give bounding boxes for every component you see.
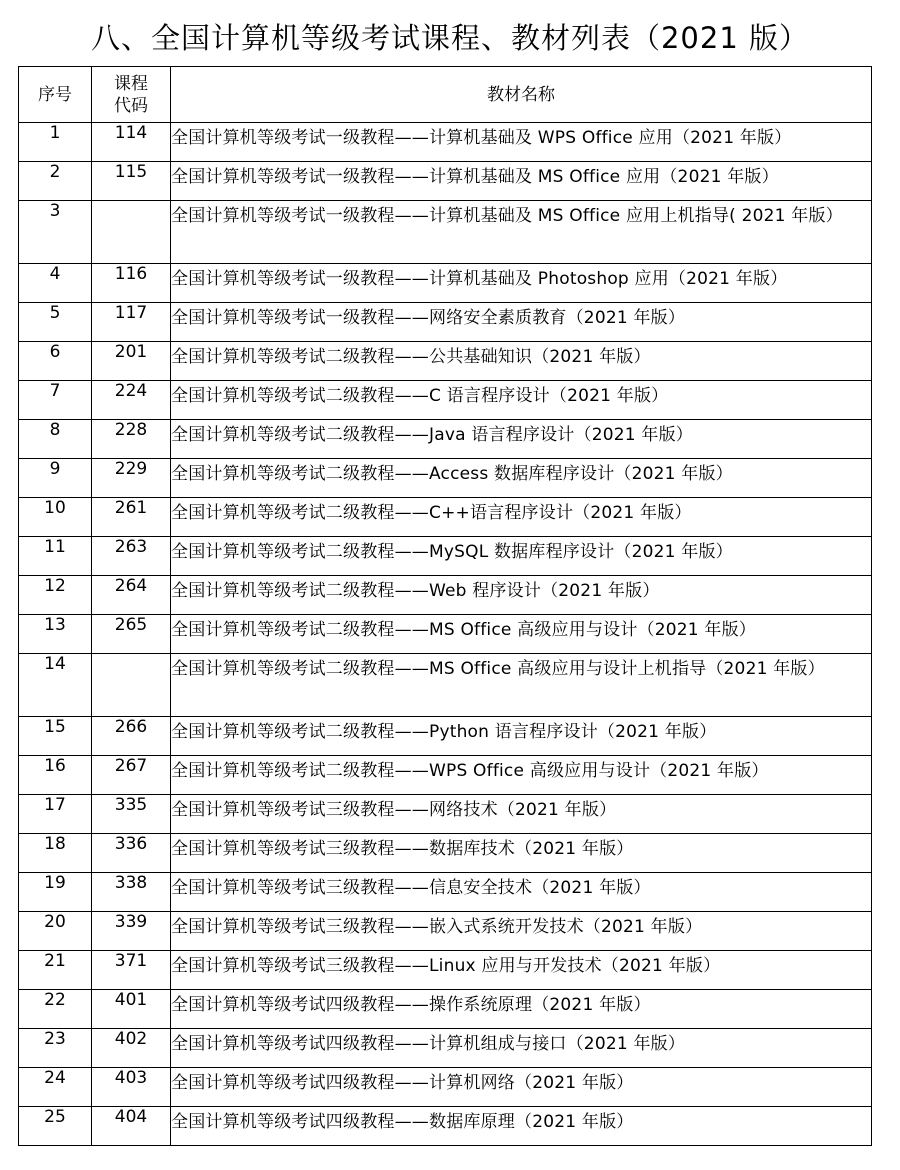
table-row — [19, 342, 872, 381]
table-row — [19, 834, 872, 873]
cell-code: 224 — [92, 381, 171, 420]
table-row — [19, 201, 872, 264]
cell-name: 全国计算机等级考试二级教程——Java 语言程序设计（2021 年版） — [171, 420, 872, 459]
cell-name: 全国计算机等级考试二级教程——公共基础知识（2021 年版） — [171, 342, 872, 381]
cell-code: 401 — [92, 990, 171, 1029]
table-row — [19, 615, 872, 654]
cell-name: 全国计算机等级考试二级教程——Web 程序设计（2021 年版） — [171, 576, 872, 615]
cell-seq: 16 — [19, 756, 92, 795]
cell-seq: 17 — [19, 795, 92, 834]
page-title: 八、全国计算机等级考试课程、教材列表（2021 版） — [90, 21, 810, 55]
table-row — [19, 654, 872, 717]
cell-name: 全国计算机等级考试二级教程——MySQL 数据库程序设计（2021 年版） — [171, 537, 872, 576]
table-row — [19, 795, 872, 834]
cell-code: 114 — [92, 123, 171, 162]
table-row — [19, 498, 872, 537]
cell-seq: 1 — [19, 123, 92, 162]
cell-name: 全国计算机等级考试三级教程——Linux 应用与开发技术（2021 年版） — [171, 951, 872, 990]
cell-name: 全国计算机等级考试一级教程——计算机基础及 MS Office 应用（2021 年版） — [171, 162, 872, 201]
cell-code: 263 — [92, 537, 171, 576]
cell-name: 全国计算机等级考试三级教程——网络技术（2021 年版） — [171, 795, 872, 834]
cell-seq: 19 — [19, 873, 92, 912]
cell-name: 全国计算机等级考试一级教程——计算机基础及 MS Office 应用上机指导( 2021 年版） — [171, 201, 872, 264]
cell-seq: 8 — [19, 420, 92, 459]
cell-name: 全国计算机等级考试三级教程——数据库技术（2021 年版） — [171, 834, 872, 873]
table-row — [19, 459, 872, 498]
cell-seq: 13 — [19, 615, 92, 654]
cell-seq: 10 — [19, 498, 92, 537]
table-row — [19, 576, 872, 615]
cell-code: 266 — [92, 717, 171, 756]
header-name: 教材名称 — [171, 67, 872, 123]
table-row — [19, 303, 872, 342]
table-row — [19, 123, 872, 162]
table-row — [19, 756, 872, 795]
cell-code: 335 — [92, 795, 171, 834]
cell-code: 402 — [92, 1029, 171, 1068]
cell-seq: 9 — [19, 459, 92, 498]
cell-code: 339 — [92, 912, 171, 951]
cell-name: 全国计算机等级考试二级教程——Python 语言程序设计（2021 年版） — [171, 717, 872, 756]
cell-name: 全国计算机等级考试二级教程——MS Office 高级应用与设计（2021 年版） — [171, 615, 872, 654]
header-code-line2: 代码 — [114, 95, 148, 116]
table-row — [19, 1029, 872, 1068]
cell-seq: 18 — [19, 834, 92, 873]
table-row — [19, 912, 872, 951]
cell-code: 336 — [92, 834, 171, 873]
cell-code — [92, 201, 171, 264]
table-row — [19, 1107, 872, 1146]
table-row — [19, 264, 872, 303]
cell-code: 117 — [92, 303, 171, 342]
table-row — [19, 717, 872, 756]
cell-name: 全国计算机等级考试四级教程——计算机组成与接口（2021 年版） — [171, 1029, 872, 1068]
cell-seq: 14 — [19, 654, 92, 717]
cell-seq: 4 — [19, 264, 92, 303]
cell-seq: 7 — [19, 381, 92, 420]
cell-name: 全国计算机等级考试二级教程——C++语言程序设计（2021 年版） — [171, 498, 872, 537]
cell-code: 371 — [92, 951, 171, 990]
table-row — [19, 951, 872, 990]
cell-seq: 11 — [19, 537, 92, 576]
table-row — [19, 381, 872, 420]
table-header-row — [19, 67, 872, 123]
cell-seq: 2 — [19, 162, 92, 201]
cell-name: 全国计算机等级考试一级教程——计算机基础及 WPS Office 应用（2021 年版） — [171, 123, 872, 162]
cell-code: 403 — [92, 1068, 171, 1107]
cell-seq: 12 — [19, 576, 92, 615]
table-row — [19, 1068, 872, 1107]
cell-seq: 3 — [19, 201, 92, 264]
cell-code: 264 — [92, 576, 171, 615]
cell-code: 338 — [92, 873, 171, 912]
textbook-table — [18, 66, 872, 1146]
cell-seq: 21 — [19, 951, 92, 990]
cell-code: 261 — [92, 498, 171, 537]
cell-code: 116 — [92, 264, 171, 303]
cell-name: 全国计算机等级考试二级教程——WPS Office 高级应用与设计（2021 年版） — [171, 756, 872, 795]
cell-seq: 23 — [19, 1029, 92, 1068]
cell-seq: 20 — [19, 912, 92, 951]
cell-code: 265 — [92, 615, 171, 654]
cell-name: 全国计算机等级考试四级教程——操作系统原理（2021 年版） — [171, 990, 872, 1029]
cell-code: 228 — [92, 420, 171, 459]
cell-code — [92, 654, 171, 717]
cell-seq: 6 — [19, 342, 92, 381]
cell-name: 全国计算机等级考试三级教程——嵌入式系统开发技术（2021 年版） — [171, 912, 872, 951]
cell-code: 201 — [92, 342, 171, 381]
cell-code: 229 — [92, 459, 171, 498]
header-code-line1: 课程 — [114, 73, 148, 94]
cell-seq: 24 — [19, 1068, 92, 1107]
table-row — [19, 537, 872, 576]
table-row — [19, 420, 872, 459]
table-row — [19, 873, 872, 912]
cell-seq: 25 — [19, 1107, 92, 1146]
cell-name: 全国计算机等级考试一级教程——计算机基础及 Photoshop 应用（2021 年版） — [171, 264, 872, 303]
table-row — [19, 990, 872, 1029]
cell-name: 全国计算机等级考试二级教程——Access 数据库程序设计（2021 年版） — [171, 459, 872, 498]
cell-code: 267 — [92, 756, 171, 795]
cell-name: 全国计算机等级考试二级教程——C 语言程序设计（2021 年版） — [171, 381, 872, 420]
cell-seq: 22 — [19, 990, 92, 1029]
cell-name: 全国计算机等级考试一级教程——网络安全素质教育（2021 年版） — [171, 303, 872, 342]
cell-name: 全国计算机等级考试四级教程——数据库原理（2021 年版） — [171, 1107, 872, 1146]
cell-code: 404 — [92, 1107, 171, 1146]
cell-name: 全国计算机等级考试四级教程——计算机网络（2021 年版） — [171, 1068, 872, 1107]
cell-code: 115 — [92, 162, 171, 201]
header-code — [92, 67, 171, 123]
cell-seq: 5 — [19, 303, 92, 342]
header-seq: 序号 — [19, 67, 92, 123]
cell-seq: 15 — [19, 717, 92, 756]
cell-name: 全国计算机等级考试二级教程——MS Office 高级应用与设计上机指导（2021 年版） — [171, 654, 872, 717]
table-row — [19, 162, 872, 201]
cell-name: 全国计算机等级考试三级教程——信息安全技术（2021 年版） — [171, 873, 872, 912]
